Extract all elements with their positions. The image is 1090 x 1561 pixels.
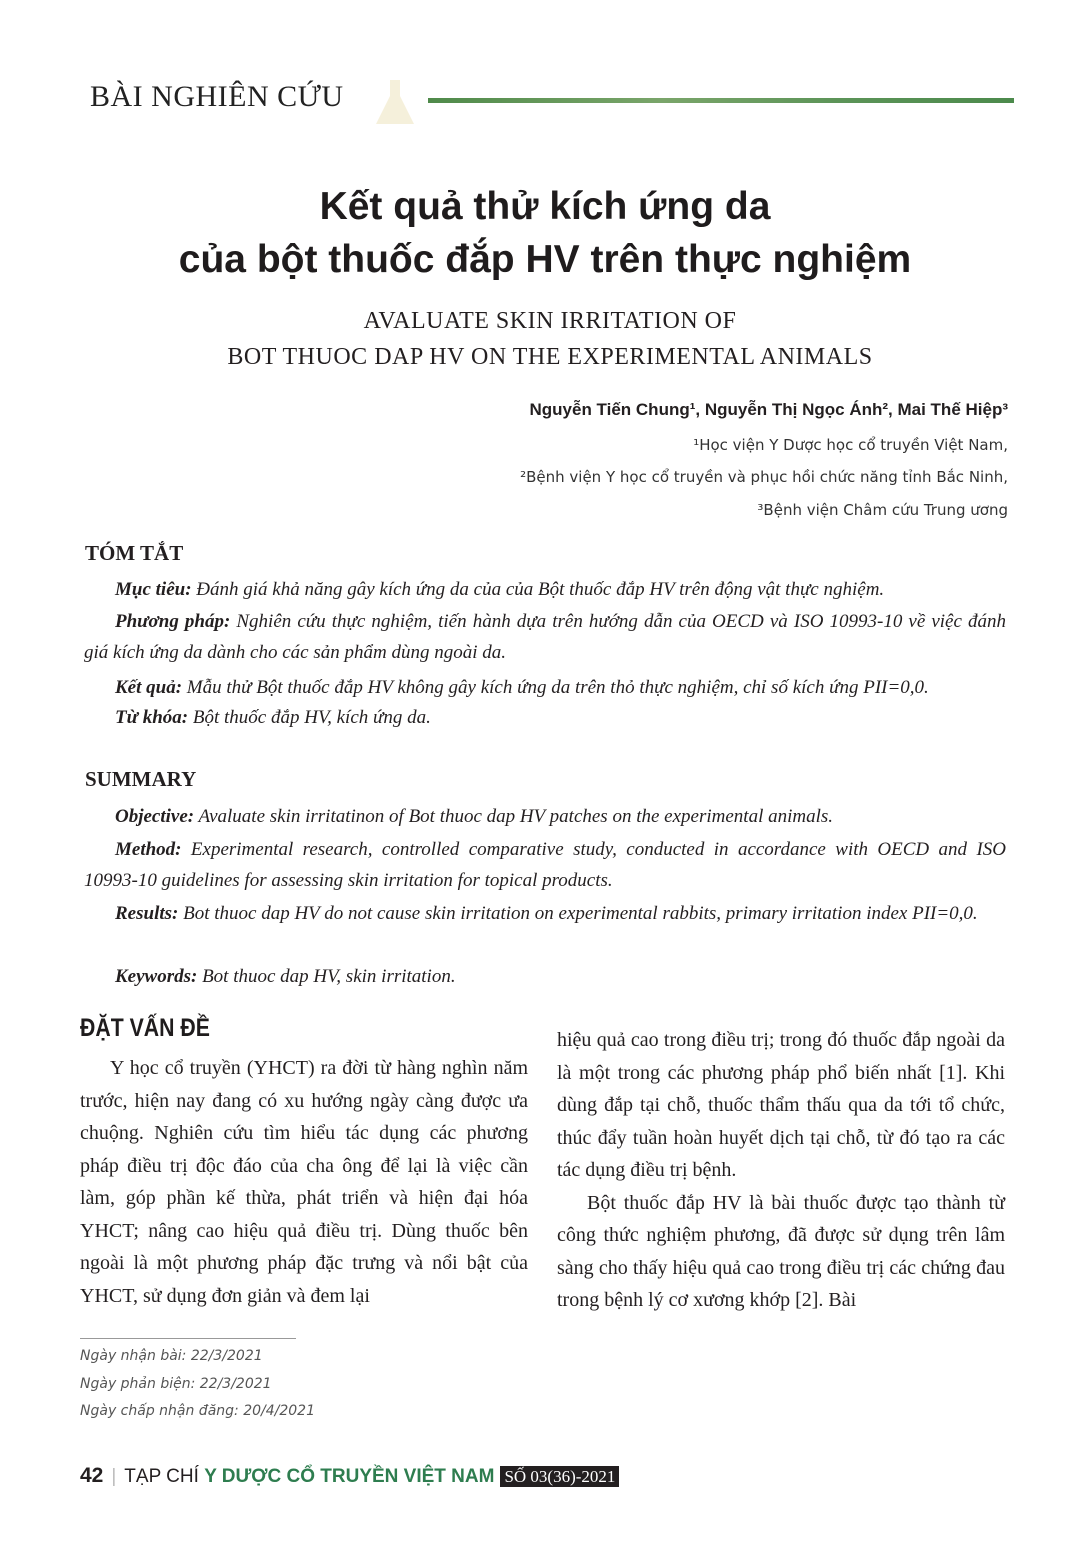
summary-item: Keywords: Bot thuoc dap HV, skin irritation. [115, 966, 456, 987]
affiliation-3: ³Bệnh viện Châm cứu Trung ương [757, 501, 1008, 519]
summary-heading: SUMMARY [85, 767, 197, 791]
date-reviewed: Ngày phản biện: 22/3/2021 [80, 1376, 272, 1392]
right-column: hiệu quả cao trong điều trị; trong đó thuốc đắp ngoài da là một trong các phương pháp phổ biến nhất [1]. Khi dùng đắp tại chỗ, thuốc thẩm thấu qua da tới tổ chức, thúc đẩy tuần hoàn huyết dịch tại chỗ, từ đó tạo ra các tác dụng điều trị bệnh. Bột thuốc đắp HV là bài thuốc được tạo thành từ công thức nghiệm phương, đã được sử dụng trên lâm sàng cho thấy hiệu quả cao trong điều trị các chứng đau trong bệnh lý cơ xương khớp [2]. Bài [557, 1029, 1005, 1311]
tomtat-item: Phương pháp: Nghiên cứu thực nghiệm, tiến hành dựa trên hướng dẫn của OECD và ISO 10993-10 về việc đánh giá kích ứng da dành cho các sản phẩm dùng ngoài da. [84, 611, 1006, 663]
subtitle-line-1: AVALUATE SKIN IRRITATION OF [363, 308, 737, 334]
left-column: Y học cổ truyền (YHCT) ra đời từ hàng nghìn năm trước, hiện nay đang có xu hướng ngày càng được ưa chuộng. Nghiên cứu tìm hiểu tác dụng các phương pháp điều trị độc đáo của cha ông để lại là việc cần làm, góp phần kế thừa, phát triển và hiện đại hóa YHCT; nâng cao hiệu quả điều trị. Dùng thuốc bên ngoài là một phương pháp đặc trưng và nổi bật của YHCT, sử dụng đơn giản và đem lại [80, 1057, 528, 1307]
footnote-divider [80, 1338, 296, 1339]
affiliation-2: ²Bệnh viện Y học cổ truyền và phục hồi chức năng tỉnh Bắc Ninh, [520, 468, 1008, 486]
authors: Nguyễn Tiến Chung¹, Nguyễn Thị Ngọc Ánh², Mai Thế Hiệp³ [529, 400, 1008, 419]
issue-badge: SỐ 03(36)-2021 [500, 1466, 619, 1487]
summary-item: Objective: Avaluate skin irritatinon of Bot thuoc dap HV patches on the experimental animals. [115, 806, 834, 827]
title-line-2: của bột thuốc đắp HV trên thực nghiệm [178, 238, 912, 281]
tomtat-item: Mục tiêu: Đánh giá khả năng gây kích ứng da của của Bột thuốc đắp HV trên động vật thực nghiệm. [115, 579, 885, 600]
date-accepted: Ngày chấp nhận đăng: 20/4/2021 [80, 1403, 315, 1419]
tomtat-item: Kết quả: Mẫu thử Bột thuốc đắp HV không gây kích ứng da trên thỏ thực nghiệm, chỉ số kích ứng PII=0,0. [115, 677, 929, 698]
header-rule [428, 98, 1014, 103]
section-label: BÀI NGHIÊN CỨU [90, 80, 344, 113]
page-number: 42 [80, 1464, 104, 1487]
journal-prefix: TẠP CHÍ [124, 1466, 205, 1487]
affiliation-1: ¹Học viện Y Dược học cổ truyền Việt Nam, [693, 436, 1008, 454]
title-line-1: Kết quả thử kích ứng da [319, 185, 771, 228]
tomtat-item: Từ khóa: Bột thuốc đắp HV, kích ứng da. [115, 707, 431, 728]
summary-item: Results: Bot thuoc dap HV do not cause skin irritation on experimental rabbits, primary irritation index PII=0,0. [115, 903, 978, 924]
subtitle-line-2: BOT THUOC DAP HV ON THE EXPERIMENTAL ANIMALS [227, 344, 873, 370]
journal-name: Y DƯỢC CỔ TRUYỀN VIỆT NAM [204, 1466, 495, 1487]
date-received: Ngày nhận bài: 22/3/2021 [80, 1348, 263, 1364]
flask-icon [370, 78, 420, 130]
summary-item: Method: Experimental research, controlled comparative study, conducted in accordance with OECD and ISO 10993-10 guidelines for assessing skin irritation for topical products. [84, 839, 1006, 891]
section-heading: ĐẶT VẤN ĐỀ [80, 1014, 210, 1042]
tomtat-heading: TÓM TẮT [85, 541, 184, 565]
page-footer: 42 | TẠP CHÍ Y DƯỢC CỔ TRUYỀN VIỆT NAM SỐ 03(36)-2021 [80, 1464, 619, 1488]
